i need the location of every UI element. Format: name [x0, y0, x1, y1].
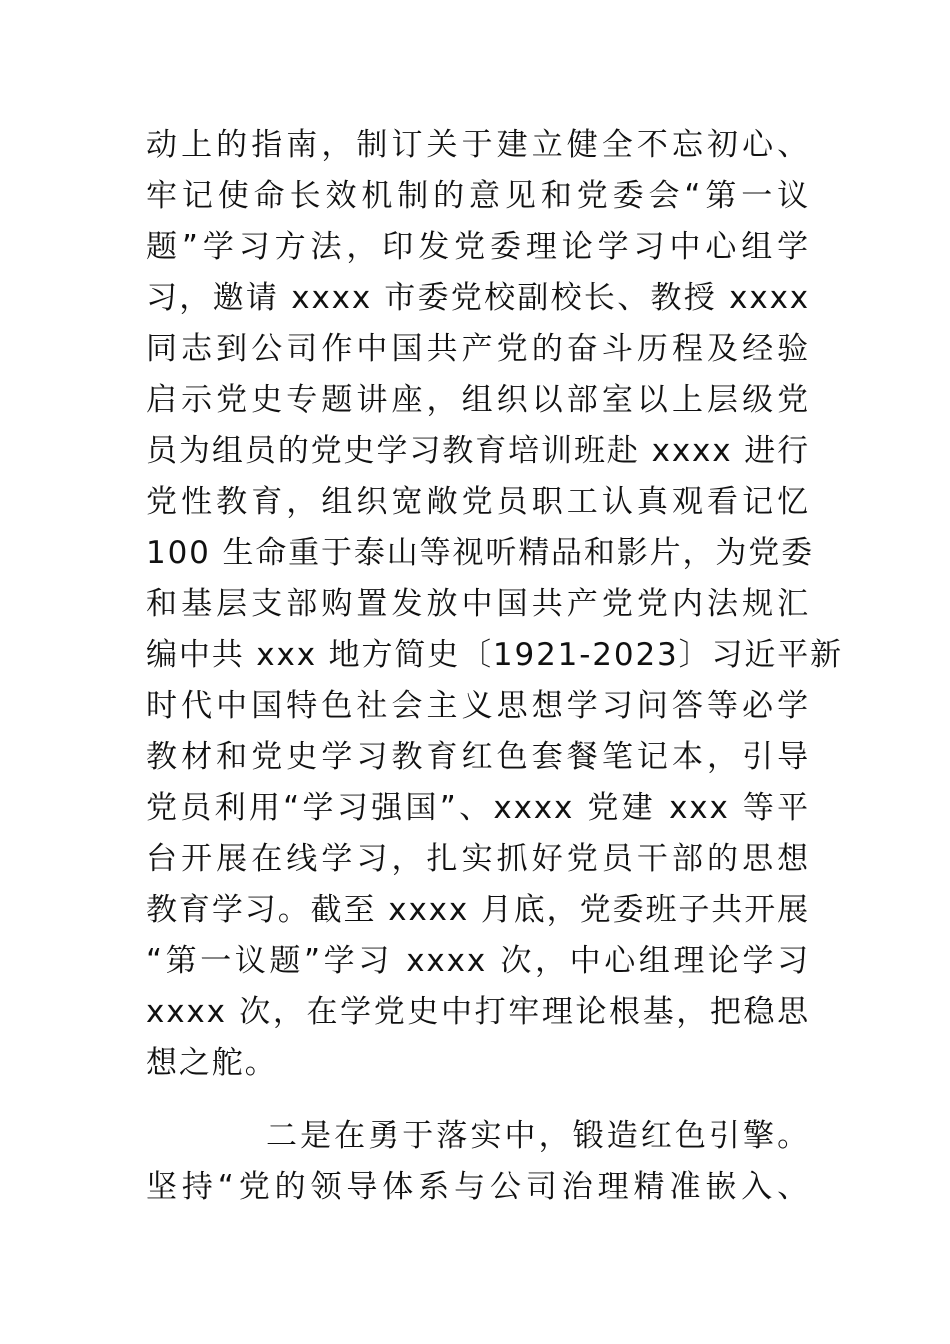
paragraph-line: 时代中国特色社会主义思想学习问答等必学 [146, 688, 810, 724]
paragraph-line: 习，邀请 xxxx 市委党校副校长、教授 xxxx [146, 280, 810, 316]
paragraph-line: “第一议题”学习 xxxx 次，中心组理论学习 [146, 943, 810, 979]
paragraph-line: 台开展在线学习，扎实抓好党员干部的思想 [146, 841, 810, 877]
paragraph-line: 牢记使命长效机制的意见和党委会“第一议 [146, 178, 810, 214]
paragraph-line: 启示党史专题讲座，组织以部室以上层级党 [146, 382, 810, 418]
paragraph-line: xxxx 次，在学党史中打牢理论根基，把稳思 [146, 994, 810, 1030]
paragraph-line: 编中共 xxx 地方简史〔1921-2023〕习近平新 [146, 637, 843, 673]
paragraph-line: 教育学习。截至 xxxx 月底，党委班子共开展 [146, 892, 810, 928]
paragraph-line: 教材和党史学习教育红色套餐笔记本，引导 [146, 739, 810, 775]
paragraph-line: 和基层支部购置发放中国共产党党内法规汇 [146, 586, 810, 622]
paragraph-line: 坚持“党的领导体系与公司治理精准嵌入、 [146, 1169, 810, 1205]
paragraph-line: 党员利用“学习强国”、xxxx 党建 xxx 等平 [146, 790, 810, 826]
paragraph-line: 想之舵。 [146, 1045, 278, 1081]
section-heading-line: 二是在勇于落实中，锻造红色引擎。 [266, 1118, 810, 1154]
paragraph-line: 题”学习方法，印发党委理论学习中心组学 [146, 229, 810, 265]
paragraph-line: 动上的指南，制订关于建立健全不忘初心、 [146, 127, 810, 163]
paragraph-line: 100 生命重于泰山等视听精品和影片，为党委 [146, 535, 814, 571]
paragraph-line: 党性教育，组织宽敞党员职工认真观看记忆 [146, 484, 810, 520]
paragraph-line: 同志到公司作中国共产党的奋斗历程及经验 [146, 331, 810, 367]
paragraph-line: 员为组员的党史学习教育培训班赴 xxxx 进行 [146, 433, 810, 469]
